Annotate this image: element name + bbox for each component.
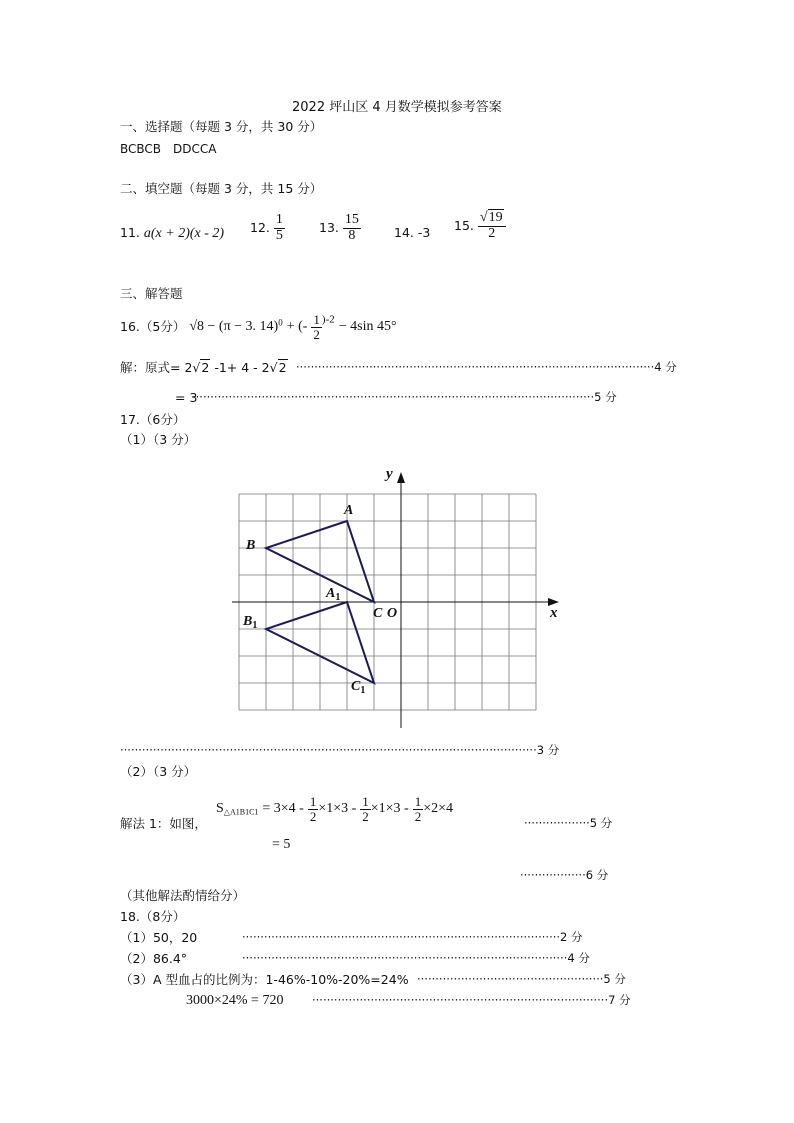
- point-b1-sub: 1: [252, 620, 258, 631]
- q15-label: 15.: [454, 217, 474, 233]
- q18-part2: （2）86.4°: [120, 951, 188, 966]
- q12: [250, 213, 285, 243]
- area-sub: △A1B1C1: [223, 807, 259, 817]
- area-expr-start: = 3×4 -: [262, 801, 304, 817]
- q16-line1-prefix: 解：原式= 2: [120, 360, 193, 375]
- coordinate-graph: [226, 460, 572, 740]
- q17-method-label: 解法 1：如图，: [120, 816, 207, 831]
- q18-part1: （1）50，20: [120, 930, 198, 945]
- q17-area-result: = 5: [272, 837, 291, 852]
- q17-part2: （2）（3 分）: [120, 764, 197, 779]
- q17-area-equation: [216, 795, 453, 823]
- half-den-1: 2: [309, 808, 317, 824]
- half-fraction-2: [360, 795, 371, 823]
- section1-answers: BCBCB DDCCA: [120, 142, 217, 156]
- q16-exp-neg2: )-2: [321, 313, 335, 326]
- q18-part3: （3）A 型血占的比例为：1-46%-10%-20%=24%: [120, 972, 409, 987]
- q12-label: 12.: [250, 219, 270, 235]
- q16-num: 1: [313, 312, 320, 327]
- q18-part3-calc: 3000×24% = 720: [186, 993, 284, 1008]
- q18-score3: ···················································5 分: [417, 972, 626, 986]
- half-num-3: 1: [414, 794, 422, 809]
- half-fraction-3: [413, 795, 424, 823]
- q13-num: 15: [344, 212, 359, 227]
- q13-den: 8: [348, 227, 356, 243]
- point-b1-label: [242, 614, 257, 631]
- axes: [232, 472, 559, 728]
- half-den-2: 2: [362, 808, 369, 824]
- half-num-1: 1: [309, 794, 317, 809]
- q18-score1: ·······················································································2 分: [242, 930, 583, 944]
- q16-sqrt-a: 2: [201, 360, 210, 375]
- area-term-1: ×1×3 -: [318, 801, 357, 817]
- q18-label: 18.（8分）: [120, 909, 186, 924]
- section2-heading: 二、填空题（每题 3 分，共 15 分）: [120, 181, 323, 196]
- point-b1-letter: B: [243, 614, 253, 629]
- q16-label: 16.（5分）: [120, 318, 186, 334]
- q12-fraction: [274, 213, 285, 243]
- q18-score2: ·························································································4 分: [242, 951, 590, 965]
- q16-line1-mid: -1+ 4 - 2: [214, 360, 270, 375]
- q18-score4: ·················································································7 分: [312, 993, 631, 1007]
- q13-label: 13.: [319, 219, 339, 235]
- y-axis-label: y: [386, 466, 393, 482]
- point-b-label: B: [246, 538, 256, 553]
- area-term-3: ×2×4: [423, 801, 453, 817]
- q14-label: 14.: [394, 225, 414, 240]
- q15-num: √19: [478, 211, 506, 227]
- q16-sqrt-b: 2: [278, 360, 287, 375]
- q11-label: 11.: [120, 225, 140, 240]
- half-den-3: 2: [414, 808, 422, 824]
- area-term-2: ×1×3 -: [370, 801, 409, 817]
- q16-solution-line2: = 3: [175, 390, 198, 405]
- section1-heading: 一、选择题（每题 3 分，共 30 分）: [120, 119, 323, 134]
- point-a1-label: [325, 586, 340, 603]
- q16-expr-a: √8 − (π − 3. 14): [189, 319, 279, 335]
- q15-fraction: [478, 211, 506, 241]
- q17-other-note: （其他解法酌情给分）: [120, 888, 246, 903]
- q15: [454, 211, 506, 241]
- q17-label: 17.（6分）: [120, 412, 186, 427]
- point-a-label: A: [344, 503, 354, 518]
- q16-score1: ··································································································4 分: [296, 360, 677, 374]
- q11: [120, 227, 224, 241]
- q16-expr-c: − 4sin 45°: [338, 319, 397, 335]
- area-s: S: [216, 801, 224, 817]
- point-c-label: C: [373, 606, 383, 621]
- origin-label: O: [387, 606, 398, 621]
- q16-score2: ··············································································································5 分: [192, 390, 617, 404]
- x-axis-label: x: [550, 605, 558, 621]
- q14: [394, 227, 430, 240]
- point-a1-sub: 1: [335, 592, 341, 603]
- page-title: 2022 坪山区 4 月数学模拟参考答案: [292, 100, 502, 115]
- q13-fraction: [343, 213, 361, 243]
- half-fraction-1: [308, 795, 319, 823]
- point-c1-label: [351, 679, 365, 696]
- q15-radicand: 19: [488, 210, 503, 225]
- q14-value: -3: [417, 225, 431, 240]
- q16-expr-b: + (-: [286, 319, 308, 335]
- q17-score2: ··················5 分: [524, 816, 613, 830]
- point-a1-letter: A: [326, 586, 336, 601]
- point-c1-letter: C: [351, 679, 361, 694]
- q17-score3: ··················6 分: [520, 868, 609, 882]
- q16-fraction: [311, 313, 322, 341]
- q12-den: 5: [275, 227, 283, 243]
- section3-heading: 三、解答题: [120, 286, 183, 301]
- q16-solution-line1: 解：原式= 2√2 -1+ 4 - 2√2: [120, 360, 287, 375]
- q15-den: 2: [488, 225, 496, 241]
- point-c1-sub: 1: [360, 685, 366, 696]
- q16-den: 2: [313, 326, 320, 342]
- q16-question: [120, 313, 397, 341]
- q17-part1: （1）（3 分）: [120, 432, 197, 447]
- q16-exp0: 0: [278, 317, 283, 328]
- half-num-2: 1: [362, 794, 369, 809]
- q12-num: 1: [275, 212, 283, 227]
- q17-score1: ··················································································································3 分: [120, 743, 560, 757]
- q11-expr: a(x + 2)(x - 2): [143, 226, 225, 241]
- q13: [319, 213, 361, 243]
